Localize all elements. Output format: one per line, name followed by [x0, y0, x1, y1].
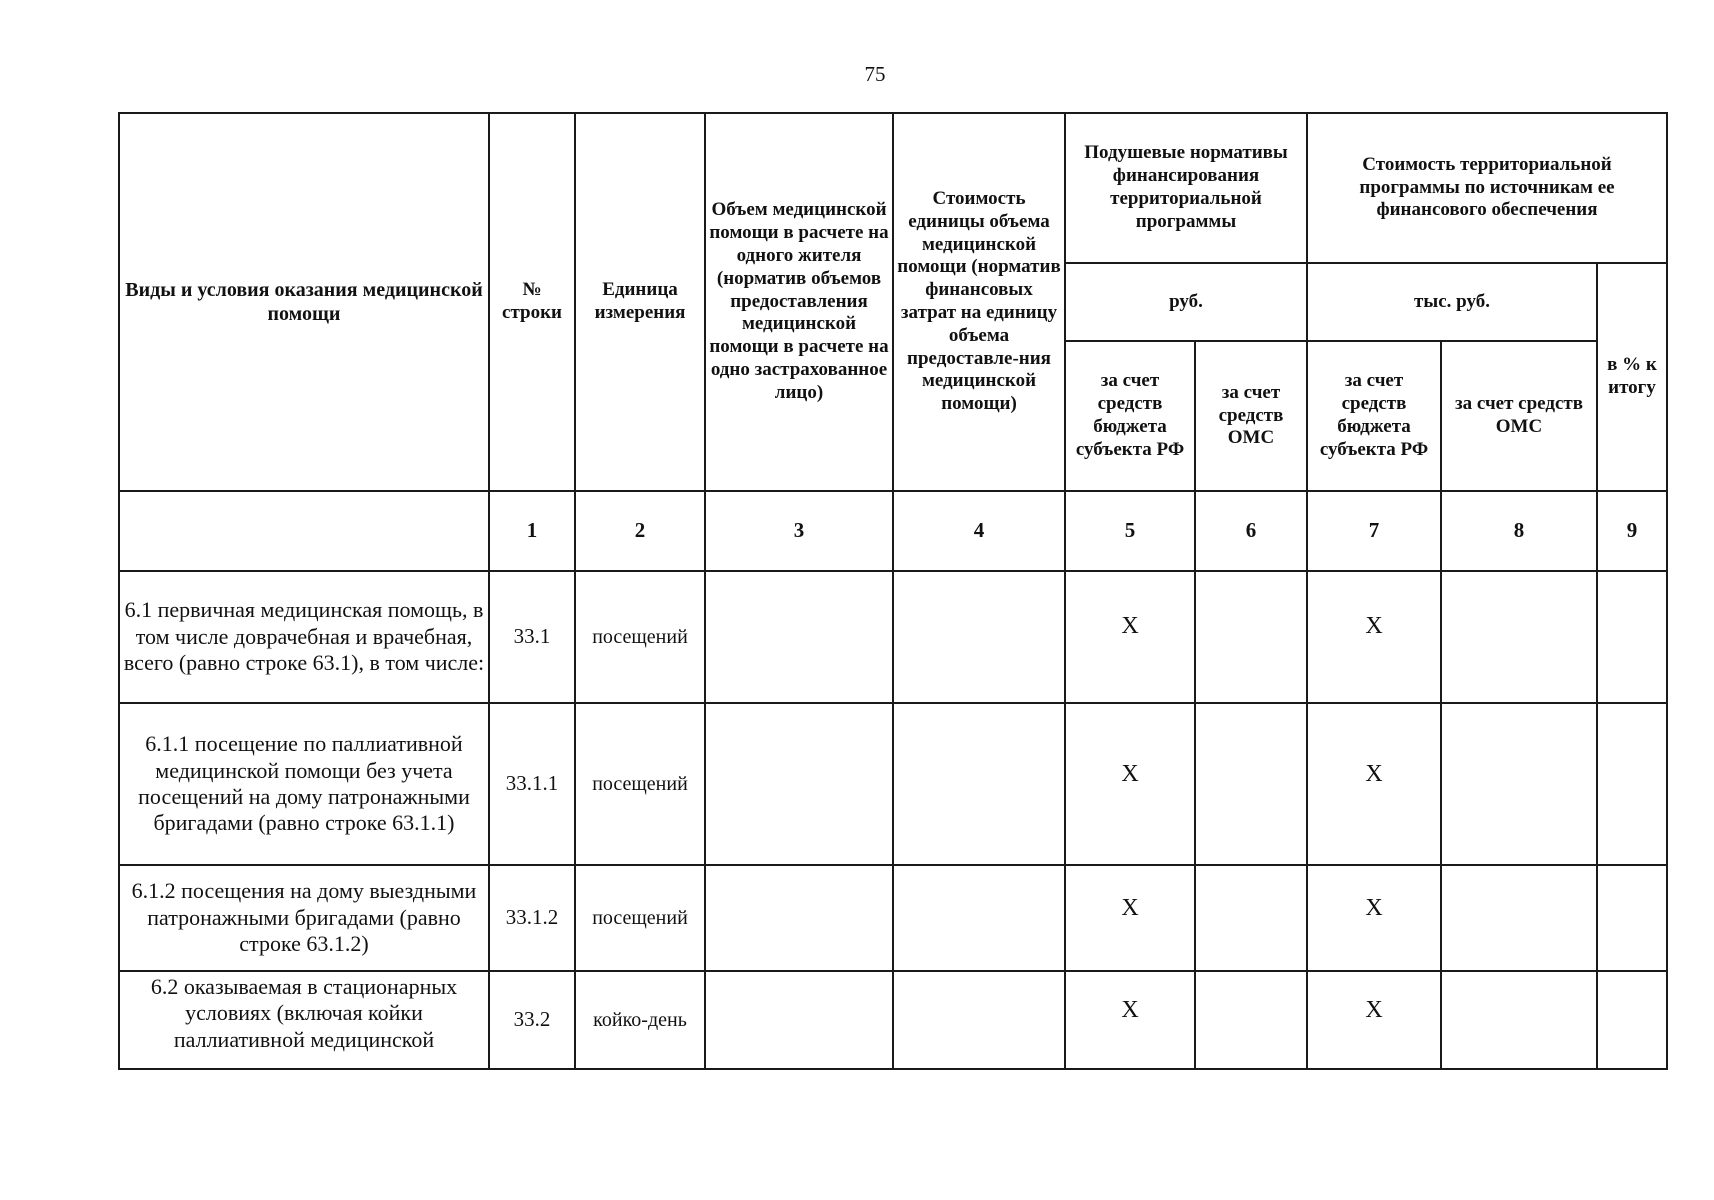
header-oms-thousand-rub: за счет средств ОМС	[1441, 341, 1597, 491]
header-budget-thousand-rub: за счет средств бюджета субъекта РФ	[1307, 341, 1441, 491]
row-number: 33.1	[489, 571, 575, 703]
budget-rub-cell: X	[1065, 971, 1195, 1069]
page-number: 75	[864, 62, 886, 86]
percent-cell	[1597, 971, 1667, 1069]
header-unit-rub: руб.	[1065, 263, 1307, 341]
table-row	[119, 571, 1667, 703]
column-number	[119, 491, 489, 571]
table-row	[119, 971, 1667, 1069]
cost-per-unit-cell	[893, 571, 1065, 703]
header-unit: Единица измерения	[575, 113, 705, 491]
oms-rub-cell	[1195, 703, 1307, 865]
header-program-cost: Стоимость территориальной программы по источникам ее финансового обеспечения	[1307, 113, 1667, 263]
oms-thousand-rub-cell	[1441, 571, 1597, 703]
oms-rub-cell	[1195, 571, 1307, 703]
cost-per-unit-cell	[893, 703, 1065, 865]
care-type-name: 6.1.2 посещения на дому выездными патронажными бригадами (равно строке 63.1.2)	[119, 865, 489, 971]
oms-thousand-rub-cell	[1441, 703, 1597, 865]
unit-of-measure: посещений	[575, 703, 705, 865]
budget-thousand-rub-cell: X	[1307, 971, 1441, 1069]
budget-rub-cell: X	[1065, 571, 1195, 703]
column-number: 4	[893, 491, 1065, 571]
unit-of-measure: посещений	[575, 571, 705, 703]
care-type-name: 6.2 оказываемая в стационарных условиях (включая койки паллиативной медицинской	[119, 971, 489, 1069]
cost-per-unit-cell	[893, 971, 1065, 1069]
volume-cell	[705, 971, 893, 1069]
budget-thousand-rub-cell: X	[1307, 571, 1441, 703]
header-budget-rub: за счет средств бюджета субъекта РФ	[1065, 341, 1195, 491]
care-type-name: 6.1.1 посещение по паллиативной медицинской помощи без учета посещений на дому патронажными бригадами (равно строке 63.1.1)	[119, 703, 489, 865]
column-number: 6	[1195, 491, 1307, 571]
header-percent-of-total: в % к итогу	[1597, 263, 1667, 491]
header-oms-rub: за счет средств ОМС	[1195, 341, 1307, 491]
unit-of-measure: койко-день	[575, 971, 705, 1069]
column-number: 1	[489, 491, 575, 571]
header-unit-thousand-rub: тыс. руб.	[1307, 263, 1597, 341]
row-number: 33.1.1	[489, 703, 575, 865]
oms-rub-cell	[1195, 865, 1307, 971]
column-number: 9	[1597, 491, 1667, 571]
cost-per-unit-cell	[893, 865, 1065, 971]
budget-thousand-rub-cell: X	[1307, 865, 1441, 971]
oms-thousand-rub-cell	[1441, 971, 1597, 1069]
header-volume: Объем медицинской помощи в расчете на одного жителя (норматив объемов предоставления медицинской помощи в расчете на одно застрахованное лицо)	[705, 113, 893, 491]
header-per-capita-standards: Подушевые нормативы финансирования территориальной программы	[1065, 113, 1307, 263]
row-number: 33.2	[489, 971, 575, 1069]
volume-cell	[705, 571, 893, 703]
budget-rub-cell: X	[1065, 865, 1195, 971]
volume-cell	[705, 703, 893, 865]
oms-rub-cell	[1195, 971, 1307, 1069]
budget-rub-cell: X	[1065, 703, 1195, 865]
percent-cell	[1597, 571, 1667, 703]
column-number-row	[119, 491, 1667, 571]
row-number: 33.1.2	[489, 865, 575, 971]
percent-cell	[1597, 703, 1667, 865]
budget-thousand-rub-cell: X	[1307, 703, 1441, 865]
column-number: 3	[705, 491, 893, 571]
header-row-number: № строки	[489, 113, 575, 491]
column-number: 8	[1441, 491, 1597, 571]
table-row	[119, 865, 1667, 971]
percent-cell	[1597, 865, 1667, 971]
header-kinds-of-care: Виды и условия оказания медицинской помощи	[119, 113, 489, 491]
header-cost-per-unit: Стоимость единицы объема медицинской помощи (норматив финансовых затрат на единицу объема предоставле-ния медицинской помощи)	[893, 113, 1065, 491]
unit-of-measure: посещений	[575, 865, 705, 971]
volume-cell	[705, 865, 893, 971]
table-row	[119, 703, 1667, 865]
column-number: 2	[575, 491, 705, 571]
column-number: 7	[1307, 491, 1441, 571]
care-type-name: 6.1 первичная медицинская помощь, в том числе доврачебная и врачебная, всего (равно строке 63.1), в том числе:	[119, 571, 489, 703]
oms-thousand-rub-cell	[1441, 865, 1597, 971]
column-number: 5	[1065, 491, 1195, 571]
program-cost-table	[118, 112, 1668, 1070]
